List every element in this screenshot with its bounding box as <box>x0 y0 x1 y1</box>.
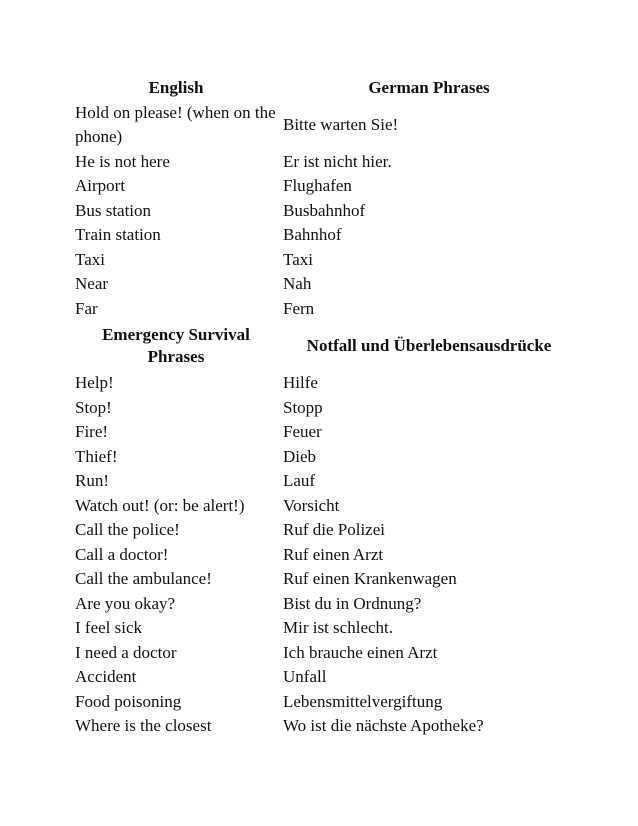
german-cell: Bahnhof <box>283 225 342 244</box>
english-cell: Where is the closest <box>75 716 212 735</box>
german-cell: Er ist nicht hier. <box>283 151 392 171</box>
german-cell: Mir ist schlecht. <box>283 618 394 637</box>
phrase-table <box>72 76 568 739</box>
table-row <box>72 199 568 224</box>
german-cell: Vorsicht <box>283 495 340 515</box>
english-cell: Train station <box>75 225 161 244</box>
section-subheader-row <box>72 321 568 371</box>
table-row <box>72 641 568 666</box>
table-row <box>72 101 568 150</box>
english-cell: Are you okay? <box>75 593 176 613</box>
english-cell: Taxi <box>75 249 105 269</box>
english-cell: Call the ambulance! <box>75 569 212 588</box>
phrase-table-body <box>72 76 568 739</box>
german-cell: Busbahnhof <box>283 200 366 220</box>
german-cell: Wo ist die nächste Apotheke? <box>283 716 484 735</box>
german-cell: Ich brauche einen Arzt <box>283 642 438 662</box>
german-cell: Taxi <box>283 249 313 269</box>
table-row <box>72 592 568 617</box>
german-cell: Stopp <box>283 397 323 417</box>
german-cell: Nah <box>283 274 312 293</box>
german-cell: Bist du in Ordnung? <box>283 593 422 613</box>
table-row <box>72 272 568 297</box>
english-cell: Hold on please! (when on the phone) <box>75 102 276 146</box>
english-cell: I need a doctor <box>75 642 177 662</box>
english-cell: Run! <box>75 471 109 490</box>
german-cell: Dieb <box>283 446 317 466</box>
german-cell: Ruf einen Krankenwagen <box>283 569 457 588</box>
table-row <box>72 567 568 592</box>
english-cell: He is not here <box>75 151 170 171</box>
english-cell: Accident <box>75 667 137 686</box>
table-header-row <box>72 76 568 101</box>
header-german: German Phrases <box>368 78 490 97</box>
german-cell: Flughafen <box>283 176 352 195</box>
table-row <box>72 396 568 421</box>
english-cell: Fire! <box>75 422 109 441</box>
english-cell: Far <box>75 298 98 318</box>
table-row <box>72 371 568 396</box>
german-cell: Ruf einen Arzt <box>283 544 384 564</box>
german-cell: Ruf die Polizei <box>283 520 385 539</box>
english-cell: Near <box>75 274 109 293</box>
table-row <box>72 223 568 248</box>
english-cell: Call the police! <box>75 520 180 539</box>
table-row <box>72 494 568 519</box>
english-cell: Food poisoning <box>75 691 182 711</box>
english-cell: Thief! <box>75 446 118 466</box>
english-cell: I feel sick <box>75 618 143 637</box>
table-row <box>72 665 568 690</box>
table-row <box>72 445 568 470</box>
german-cell: Bitte warten Sie! <box>283 114 399 134</box>
table-row <box>72 420 568 445</box>
subheader-english: Emergency Survival Phrases <box>102 325 250 366</box>
table-row <box>72 297 568 322</box>
table-row <box>72 543 568 568</box>
english-cell: Help! <box>75 373 114 392</box>
table-row <box>72 690 568 715</box>
table-row <box>72 248 568 273</box>
german-cell: Lauf <box>283 471 316 490</box>
english-cell: Stop! <box>75 397 112 417</box>
german-cell: Unfall <box>283 667 327 686</box>
german-cell: Fern <box>283 298 315 318</box>
table-row <box>72 150 568 175</box>
english-cell: Call a doctor! <box>75 544 169 564</box>
english-cell: Airport <box>75 176 126 195</box>
table-row <box>72 616 568 641</box>
table-row <box>72 714 568 739</box>
subheader-german: Notfall und Überlebensausdrücke <box>306 335 552 355</box>
table-row <box>72 518 568 543</box>
header-english: English <box>148 78 204 97</box>
english-cell: Bus station <box>75 200 152 220</box>
german-cell: Lebensmittelvergiftung <box>283 691 443 711</box>
german-cell: Hilfe <box>283 373 318 392</box>
table-row <box>72 174 568 199</box>
english-cell: Watch out! (or: be alert!) <box>75 495 245 515</box>
german-cell: Feuer <box>283 422 322 441</box>
table-row <box>72 469 568 494</box>
